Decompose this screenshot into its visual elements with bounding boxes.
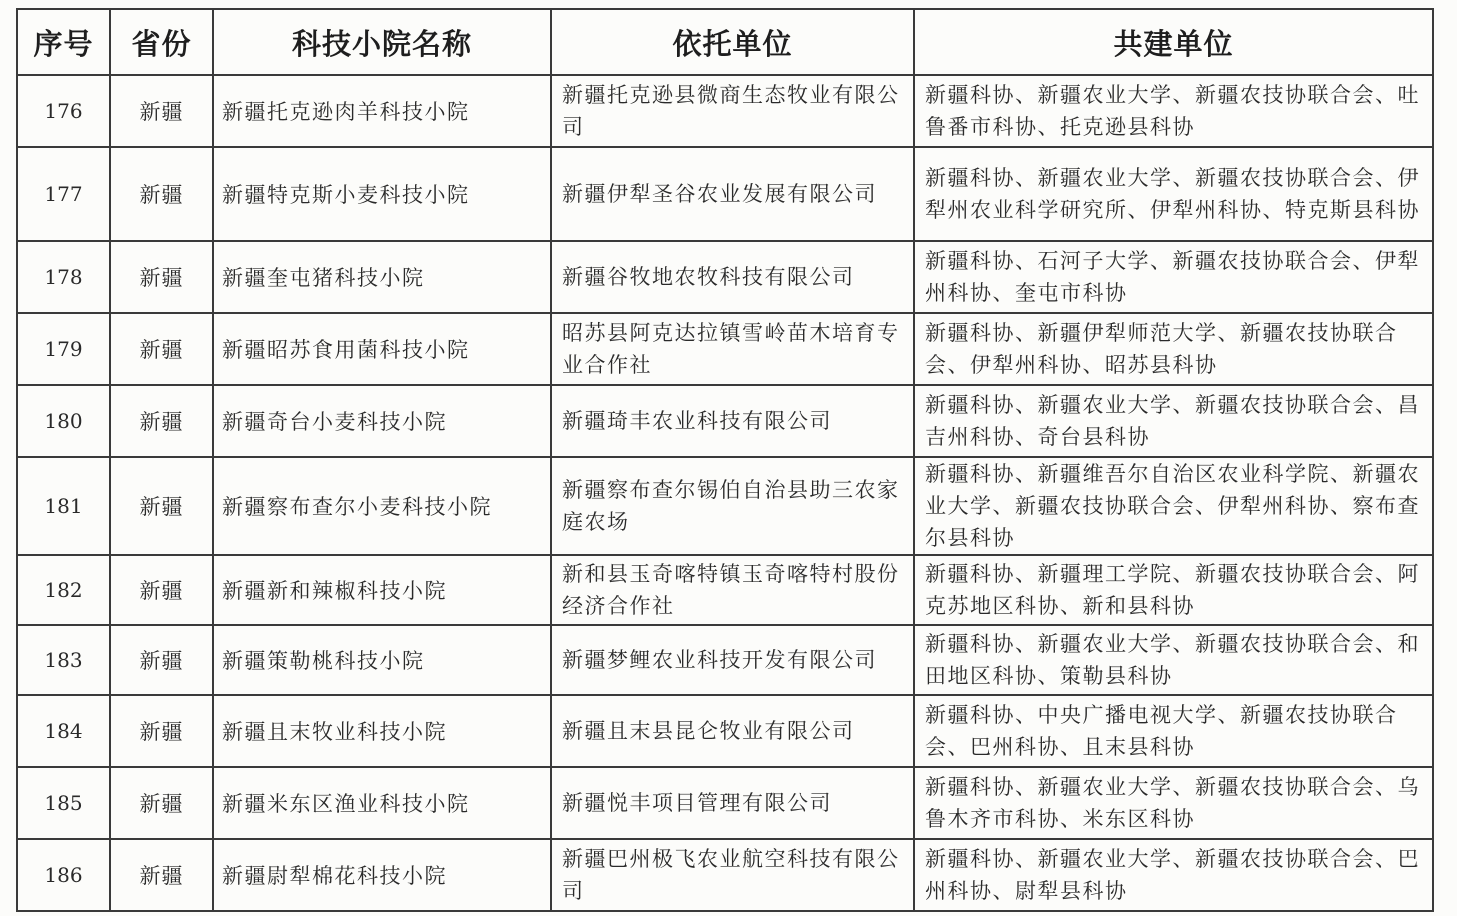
row-co-builders: 新疆科协、新疆伊犁师范大学、新疆农技协联合会、伊犁州科协、昭苏县科协 bbox=[914, 313, 1433, 385]
table-row bbox=[17, 385, 1433, 457]
row-province: 新疆 bbox=[110, 839, 213, 911]
row-host-unit: 新疆巴州极飞农业航空科技有限公司 bbox=[551, 839, 914, 911]
row-serial-number: 178 bbox=[17, 241, 110, 313]
row-province: 新疆 bbox=[110, 385, 213, 457]
row-host-unit: 新疆梦鲤农业科技开发有限公司 bbox=[551, 625, 914, 695]
row-courtyard-name: 新疆奎屯猪科技小院 bbox=[213, 241, 551, 313]
row-host-unit: 新疆悦丰项目管理有限公司 bbox=[551, 767, 914, 839]
row-courtyard-name: 新疆昭苏食用菌科技小院 bbox=[213, 313, 551, 385]
row-province: 新疆 bbox=[110, 147, 213, 241]
row-province: 新疆 bbox=[110, 767, 213, 839]
table-body bbox=[17, 75, 1433, 911]
table-row bbox=[17, 75, 1433, 147]
table-row bbox=[17, 767, 1433, 839]
row-serial-number: 176 bbox=[17, 75, 110, 147]
row-host-unit: 昭苏县阿克达拉镇雪岭苗木培育专业合作社 bbox=[551, 313, 914, 385]
row-co-builders: 新疆科协、新疆农业大学、新疆农技协联合会、吐鲁番市科协、托克逊县科协 bbox=[914, 75, 1433, 147]
row-province: 新疆 bbox=[110, 313, 213, 385]
header-province: 省份 bbox=[110, 9, 213, 75]
row-co-builders: 新疆科协、新疆维吾尔自治区农业科学院、新疆农业大学、新疆农技协联合会、伊犁州科协、察布查尔县科协 bbox=[914, 457, 1433, 555]
row-serial-number: 186 bbox=[17, 839, 110, 911]
table-row bbox=[17, 839, 1433, 911]
row-serial-number: 179 bbox=[17, 313, 110, 385]
row-serial-number: 184 bbox=[17, 695, 110, 767]
row-host-unit: 新和县玉奇喀特镇玉奇喀特村股份经济合作社 bbox=[551, 555, 914, 625]
row-co-builders: 新疆科协、石河子大学、新疆农技协联合会、伊犁州科协、奎屯市科协 bbox=[914, 241, 1433, 313]
header-co-builders: 共建单位 bbox=[914, 9, 1433, 75]
table-row bbox=[17, 457, 1433, 555]
row-host-unit: 新疆察布查尔锡伯自治县助三农家庭农场 bbox=[551, 457, 914, 555]
row-courtyard-name: 新疆特克斯小麦科技小院 bbox=[213, 147, 551, 241]
row-serial-number: 185 bbox=[17, 767, 110, 839]
row-courtyard-name: 新疆托克逊肉羊科技小院 bbox=[213, 75, 551, 147]
row-province: 新疆 bbox=[110, 241, 213, 313]
table-row bbox=[17, 555, 1433, 625]
row-serial-number: 180 bbox=[17, 385, 110, 457]
row-co-builders: 新疆科协、新疆农业大学、新疆农技协联合会、和田地区科协、策勒县科协 bbox=[914, 625, 1433, 695]
row-province: 新疆 bbox=[110, 457, 213, 555]
row-host-unit: 新疆且末县昆仑牧业有限公司 bbox=[551, 695, 914, 767]
row-courtyard-name: 新疆尉犁棉花科技小院 bbox=[213, 839, 551, 911]
row-co-builders: 新疆科协、新疆农业大学、新疆农技协联合会、巴州科协、尉犁县科协 bbox=[914, 839, 1433, 911]
row-host-unit: 新疆托克逊县微商生态牧业有限公司 bbox=[551, 75, 914, 147]
header-courtyard-name: 科技小院名称 bbox=[213, 9, 551, 75]
row-province: 新疆 bbox=[110, 695, 213, 767]
row-courtyard-name: 新疆策勒桃科技小院 bbox=[213, 625, 551, 695]
row-host-unit: 新疆琦丰农业科技有限公司 bbox=[551, 385, 914, 457]
row-province: 新疆 bbox=[110, 625, 213, 695]
row-courtyard-name: 新疆察布查尔小麦科技小院 bbox=[213, 457, 551, 555]
row-courtyard-name: 新疆奇台小麦科技小院 bbox=[213, 385, 551, 457]
table-header-row bbox=[17, 9, 1433, 75]
row-host-unit: 新疆伊犁圣谷农业发展有限公司 bbox=[551, 147, 914, 241]
row-courtyard-name: 新疆且末牧业科技小院 bbox=[213, 695, 551, 767]
row-co-builders: 新疆科协、中央广播电视大学、新疆农技协联合会、巴州科协、且末县科协 bbox=[914, 695, 1433, 767]
row-courtyard-name: 新疆新和辣椒科技小院 bbox=[213, 555, 551, 625]
row-courtyard-name: 新疆米东区渔业科技小院 bbox=[213, 767, 551, 839]
table-row bbox=[17, 147, 1433, 241]
row-province: 新疆 bbox=[110, 75, 213, 147]
row-serial-number: 181 bbox=[17, 457, 110, 555]
header-serial-number: 序号 bbox=[17, 9, 110, 75]
row-serial-number: 183 bbox=[17, 625, 110, 695]
table-row bbox=[17, 313, 1433, 385]
row-co-builders: 新疆科协、新疆农业大学、新疆农技协联合会、昌吉州科协、奇台县科协 bbox=[914, 385, 1433, 457]
row-province: 新疆 bbox=[110, 555, 213, 625]
row-host-unit: 新疆谷牧地农牧科技有限公司 bbox=[551, 241, 914, 313]
table-row bbox=[17, 695, 1433, 767]
table-row bbox=[17, 241, 1433, 313]
row-co-builders: 新疆科协、新疆农业大学、新疆农技协联合会、伊犁州农业科学研究所、伊犁州科协、特克斯县科协 bbox=[914, 147, 1433, 241]
row-serial-number: 177 bbox=[17, 147, 110, 241]
header-host-unit: 依托单位 bbox=[551, 9, 914, 75]
science-courtyard-table bbox=[16, 8, 1434, 912]
table-row bbox=[17, 625, 1433, 695]
row-serial-number: 182 bbox=[17, 555, 110, 625]
row-co-builders: 新疆科协、新疆农业大学、新疆农技协联合会、乌鲁木齐市科协、米东区科协 bbox=[914, 767, 1433, 839]
row-co-builders: 新疆科协、新疆理工学院、新疆农技协联合会、阿克苏地区科协、新和县科协 bbox=[914, 555, 1433, 625]
